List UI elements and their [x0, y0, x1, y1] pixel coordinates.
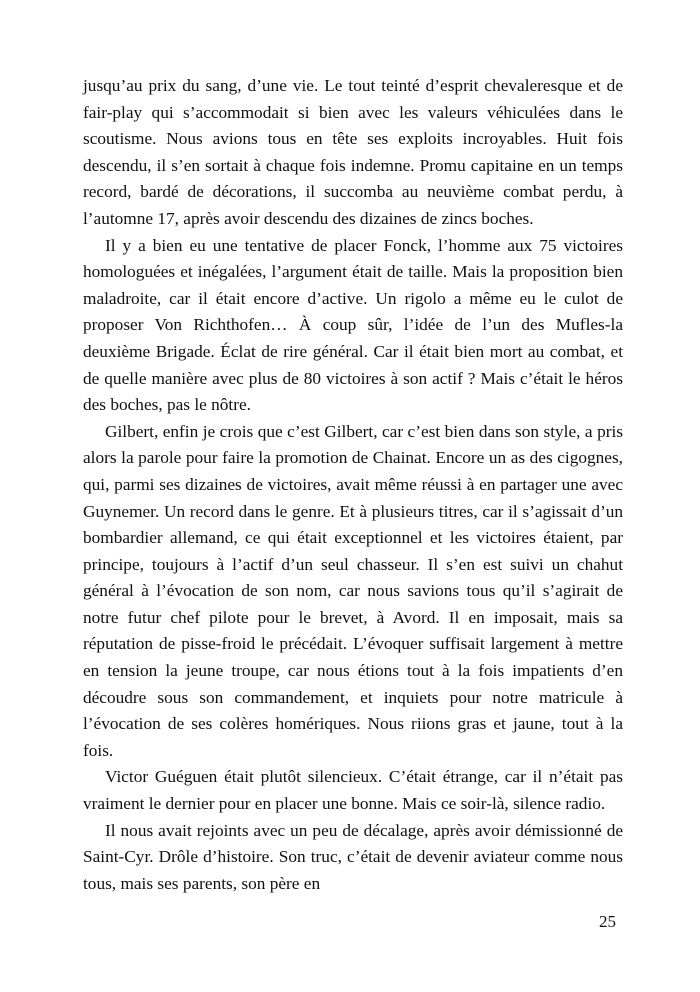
paragraph-3: Gilbert, enfin je crois que c’est Gilbert, car c’est bien dans son style, a pris alors la parole pour faire la promotion de Chainat. Encore un as des cigognes, qui, parmi ses dizaines de victoires, avait même réussi à en partager une avec Guynemer. Un record dans le genre. Et à plusieurs titres, car il s’agissait d’un bombardier allemand, ce qui était exceptionnel et les victoires étaient, par principe, toujours à l’actif d’un seul chasseur. Il s’en est suivi un chahut général à l’évocation de son nom, car nous savions tous qu’il s’agirait de notre futur chef pilote pour le brevet, à Avord. Il en imposait, mais sa réputation de pisse-froid le précédait. L’évoquer suffisait largement à mettre en tension la jeune troupe, car nous étions tout à la fois impatients d’en découdre sous son commandement, et inquiets pour notre matricule à l’évocation de ses colères homériques. Nous riions gras et jaune, tout à la fois.	[83, 421, 623, 760]
page-number: 25	[599, 912, 616, 931]
paragraph-1: jusqu’au prix du sang, d’une vie. Le tout teinté d’esprit chevaleresque et de fair-play qui s’accommodait si bien avec les valeurs véhiculées dans le scoutisme. Nous avions tous en tête ses exploits incroyables. Huit fois descendu, il s’en sortait à chaque fois indemne. Promu capitaine en un temps record, bardé de décorations, il succomba au neuvième combat perdu, à l’automne 17, après avoir descendu des dizaines de zincs boches.	[83, 76, 623, 228]
body-text	[83, 73, 623, 897]
paragraph-5: Il nous avait rejoints avec un peu de décalage, après avoir démissionné de Saint-Cyr. Drôle d’histoire. Son truc, c’était de devenir aviateur comme nous tous, mais ses parents, son père en	[83, 820, 623, 893]
paragraph-4: Victor Guéguen était plutôt silencieux. C’était étrange, car il n’était pas vraiment le dernier pour en placer une bonne. Mais ce soir-là, silence radio.	[83, 767, 623, 814]
paragraph-2: Il y a bien eu une tentative de placer Fonck, l’homme aux 75 victoires homologuées et inégalées, l’argument était de taille. Mais la proposition bien maladroite, car il était encore d’active. Un rigolo a même eu le culot de proposer Von Richthofen… À coup sûr, l’idée de l’un des Mufles-la deuxième Brigade. Éclat de rire général. Car il était bien mort au combat, et de quelle manière avec plus de 80 victoires à son actif ? Mais c’était le héros des boches, pas le nôtre.	[83, 235, 623, 415]
